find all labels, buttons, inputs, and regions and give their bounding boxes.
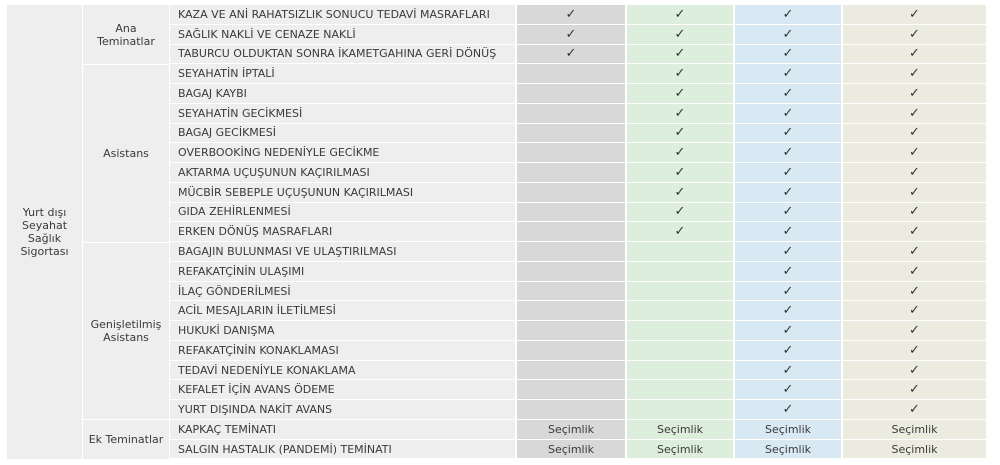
check-icon: ✓ (843, 341, 986, 361)
check-icon: ✓ (517, 5, 625, 25)
check-icon: ✓ (843, 84, 986, 104)
section-label: Ek Teminatlar (83, 420, 169, 460)
row-label: İLAÇ GÖNDERİLMESİ (170, 282, 515, 302)
empty-cell (517, 64, 625, 84)
empty-cell (517, 104, 625, 124)
row-label: KAPKAÇ TEMİNATI (170, 420, 515, 440)
check-icon: ✓ (627, 124, 733, 144)
empty-cell (627, 361, 733, 381)
row-label: ERKEN DÖNÜŞ MASRAFLARI (170, 222, 515, 242)
empty-cell (627, 282, 733, 302)
row-label: HUKUKİ DANIŞMA (170, 321, 515, 341)
check-icon: ✓ (735, 45, 841, 65)
check-icon: ✓ (627, 5, 733, 25)
empty-cell (627, 380, 733, 400)
check-icon: ✓ (843, 45, 986, 65)
check-icon: ✓ (843, 25, 986, 45)
row-label: BAGAJ GECİKMESİ (170, 124, 515, 144)
empty-cell (517, 242, 625, 262)
empty-cell (627, 321, 733, 341)
row-label: SEYAHATİN İPTALİ (170, 64, 515, 84)
check-icon: ✓ (735, 282, 841, 302)
row-label: KEFALET İÇİN AVANS ÖDEME (170, 380, 515, 400)
row-label: SEYAHATİN GECİKMESİ (170, 104, 515, 124)
check-icon: ✓ (735, 104, 841, 124)
row-label: TEDAVİ NEDENİYLE KONAKLAMA (170, 361, 515, 381)
check-icon: ✓ (735, 124, 841, 144)
check-icon: ✓ (843, 183, 986, 203)
check-icon: ✓ (735, 64, 841, 84)
selection-cell: Seçimlik (843, 440, 986, 460)
check-icon: ✓ (627, 45, 733, 65)
empty-cell (517, 282, 625, 302)
empty-cell (517, 301, 625, 321)
check-icon: ✓ (843, 361, 986, 381)
row-label: OVERBOOKİNG NEDENİYLE GECİKME (170, 143, 515, 163)
check-icon: ✓ (627, 143, 733, 163)
check-icon: ✓ (843, 124, 986, 144)
empty-cell (517, 124, 625, 144)
row-label: BAGAJIN BULUNMASI VE ULAŞTIRILMASI (170, 242, 515, 262)
empty-cell (517, 222, 625, 242)
empty-cell (517, 183, 625, 203)
check-icon: ✓ (843, 242, 986, 262)
check-icon: ✓ (517, 25, 625, 45)
check-icon: ✓ (735, 341, 841, 361)
selection-cell: Seçimlik (843, 420, 986, 440)
section-label: Genişletilmiş Asistans (83, 242, 169, 420)
row-label: REFAKATÇİNİN KONAKLAMASI (170, 341, 515, 361)
check-icon: ✓ (843, 203, 986, 223)
check-icon: ✓ (627, 163, 733, 183)
check-icon: ✓ (843, 301, 986, 321)
empty-cell (517, 321, 625, 341)
check-icon: ✓ (735, 380, 841, 400)
empty-cell (627, 301, 733, 321)
check-icon: ✓ (843, 64, 986, 84)
check-icon: ✓ (735, 183, 841, 203)
check-icon: ✓ (843, 104, 986, 124)
check-icon: ✓ (735, 25, 841, 45)
section-divider (83, 242, 170, 243)
empty-cell (517, 143, 625, 163)
check-icon: ✓ (735, 143, 841, 163)
check-icon: ✓ (735, 242, 841, 262)
group-label: Yurt dışı Seyahat Sağlık Sigortası (7, 5, 82, 459)
row-label: AKTARMA UÇUŞUNUN KAÇIRILMASI (170, 163, 515, 183)
selection-cell: Seçimlik (627, 420, 733, 440)
check-icon: ✓ (735, 301, 841, 321)
row-label: TABURCU OLDUKTAN SONRA İKAMETGAHINA GERİ DÖNÜŞ (170, 45, 515, 65)
check-icon: ✓ (843, 321, 986, 341)
row-label: REFAKATÇİNİN ULAŞIMI (170, 262, 515, 282)
empty-cell (627, 262, 733, 282)
empty-cell (627, 242, 733, 262)
check-icon: ✓ (735, 203, 841, 223)
check-icon: ✓ (735, 163, 841, 183)
empty-cell (517, 262, 625, 282)
check-icon: ✓ (627, 104, 733, 124)
check-icon: ✓ (843, 282, 986, 302)
empty-cell (627, 341, 733, 361)
check-icon: ✓ (843, 222, 986, 242)
check-icon: ✓ (735, 321, 841, 341)
check-icon: ✓ (843, 262, 986, 282)
section-divider (83, 419, 170, 420)
empty-cell (517, 163, 625, 183)
selection-cell: Seçimlik (735, 420, 841, 440)
row-label: GIDA ZEHİRLENMESİ (170, 203, 515, 223)
empty-cell (627, 400, 733, 420)
check-icon: ✓ (843, 380, 986, 400)
empty-cell (517, 400, 625, 420)
check-icon: ✓ (517, 45, 625, 65)
selection-cell: Seçimlik (517, 420, 625, 440)
check-icon: ✓ (735, 361, 841, 381)
check-icon: ✓ (627, 25, 733, 45)
check-icon: ✓ (735, 400, 841, 420)
selection-cell: Seçimlik (517, 440, 625, 460)
section-divider (83, 64, 170, 65)
check-icon: ✓ (735, 262, 841, 282)
row-label: SAĞLIK NAKLİ VE CENAZE NAKLİ (170, 25, 515, 45)
check-icon: ✓ (627, 64, 733, 84)
row-label: YURT DIŞINDA NAKİT AVANS (170, 400, 515, 420)
empty-cell (517, 341, 625, 361)
check-icon: ✓ (735, 84, 841, 104)
empty-cell (517, 380, 625, 400)
section-label: Asistans (83, 64, 169, 242)
check-icon: ✓ (627, 203, 733, 223)
empty-cell (517, 203, 625, 223)
row-label: BAGAJ KAYBI (170, 84, 515, 104)
section-label: Ana Teminatlar (83, 5, 169, 64)
check-icon: ✓ (735, 5, 841, 25)
check-icon: ✓ (843, 143, 986, 163)
check-icon: ✓ (627, 222, 733, 242)
row-label: ACİL MESAJLARIN İLETİLMESİ (170, 301, 515, 321)
selection-cell: Seçimlik (735, 440, 841, 460)
check-icon: ✓ (843, 163, 986, 183)
check-icon: ✓ (843, 5, 986, 25)
check-icon: ✓ (627, 183, 733, 203)
row-label: KAZA VE ANİ RAHATSIZLIK SONUCU TEDAVİ MASRAFLARI (170, 5, 515, 25)
row-label: MÜCBİR SEBEPLE UÇUŞUNUN KAÇIRILMASI (170, 183, 515, 203)
selection-cell: Seçimlik (627, 440, 733, 460)
check-icon: ✓ (627, 84, 733, 104)
check-icon: ✓ (843, 400, 986, 420)
empty-cell (517, 361, 625, 381)
empty-cell (517, 84, 625, 104)
row-label: SALGIN HASTALIK (PANDEMİ) TEMİNATI (170, 440, 515, 460)
check-icon: ✓ (735, 222, 841, 242)
coverage-table (7, 5, 986, 461)
